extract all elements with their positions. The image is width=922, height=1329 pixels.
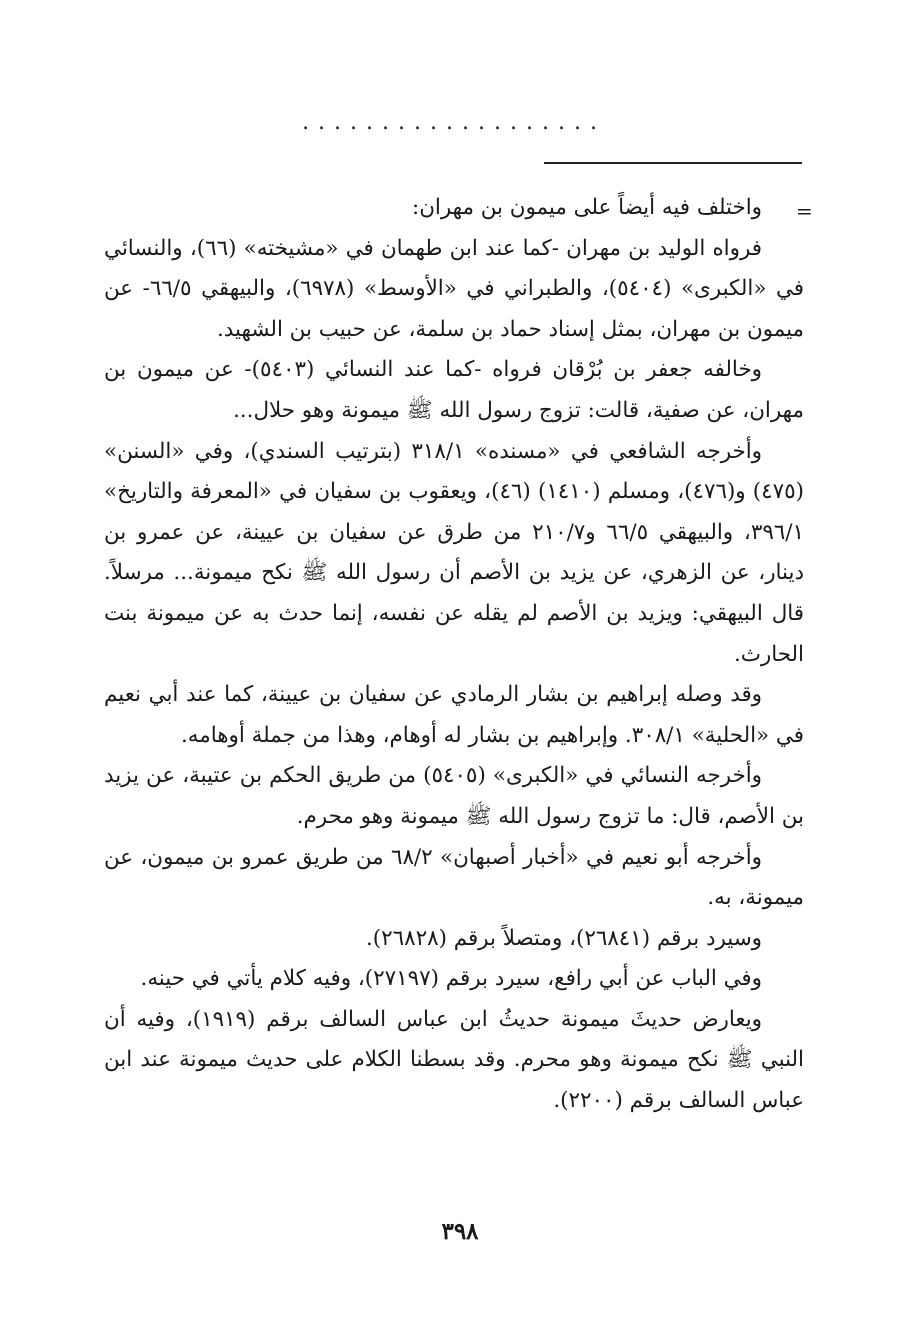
footnote-paragraph: وأخرجه النسائي في «الكبرى» (٥٤٠٥) من طريق الحكم بن عتيبة، عن يزيد بن الأصم، قال: ما تزوج رسول الله ﷺ ميمونة وهو محرم. [104,763,804,829]
footnote-paragraph: وسيرد برقم (٢٦٨٤١)، ومتصلاً برقم (٢٦٨٢٨). [365,925,762,951]
footnote-paragraph: فرواه الوليد بن مهران -كما عند ابن طهمان في «مشيخته» (٦٦)، والنسائي في «الكبرى» (٥٤٠٤)، والطبراني في «الأوسط» (٦٩٧٨)، والبيهقي ٦٦/٥- عن ميمون بن مهران، بمثل إسناد حماد بن سلمة، عن حبيب بن الشهيد. [104,235,805,342]
page-number: ٣٩٨ [441,1218,479,1245]
footnote-paragraph: وقد وصله إبراهيم بن بشار الرمادي عن سفيان بن عيينة، كما عند أبي نعيم في «الحلية» ٣٠٨/١. وإبراهيم بن بشار له أوهام، وهذا من جملة أوهامه. [104,682,804,748]
footnote-paragraph: وخالفه جعفر بن بُرْقان فرواه -كما عند النسائي (٥٤٠٣)- عن ميمون بن مهران، عن صفية، قالت: تزوج رسول الله ﷺ ميمونة وهو حلال... [104,357,804,423]
footnote-paragraph: وأخرجه أبو نعيم في «أخبار أصبهان» ٦٨/٢ من طريق عمرو بن ميمون، عن ميمونة، به. [104,844,804,911]
footnotes-block [104,188,804,1122]
continuation-mark: = [796,199,813,223]
footnote-paragraph: وفي الباب عن أبي رافع، سيرد برقم (٢٧١٩٧)، وفيه كلام يأتي في حينه. [140,966,762,992]
footnote-paragraph: وأخرجه الشافعي في «مسنده» ٣١٨/١ (بترتيب السندي)، وفي «السنن» (٤٧٥) و(٤٧٦)، ومسلم (١٤١٠) (٤٦)، ويعقوب بن سفيان في «المعرفة والتاريخ» ٣٩٦/١، والبيهقي ٦٦/٥ و٢١٠/٧ من طرق عن سفيان بن عيينة، عن عمرو بن دينار، عن الزهري، عن يزيد بن الأصم أن رسول الله ﷺ نكح ميمونة... مرسلاً. قال البيهقي: ويزيد بن الأصم لم يقله عن نفسه، إنما حدث به عن ميمونة بنت الحارث. [104,438,804,667]
footnote-paragraph: واختلف فيه أيضاً على ميمون بن مهران: [411,195,762,220]
footnote-rule [544,162,802,164]
footnote-paragraph: ويعارض حديثَ ميمونة حديثُ ابن عباس السالف برقم (١٩١٩)، وفيه أن النبي ﷺ نكح ميمونة وهو محرم. وقد بسطنا الكلام على حديث ميمونة عند ابن عباس السالف برقم (٢٢٠٠). [104,1006,804,1114]
separator-dots: ................... [302,112,606,134]
